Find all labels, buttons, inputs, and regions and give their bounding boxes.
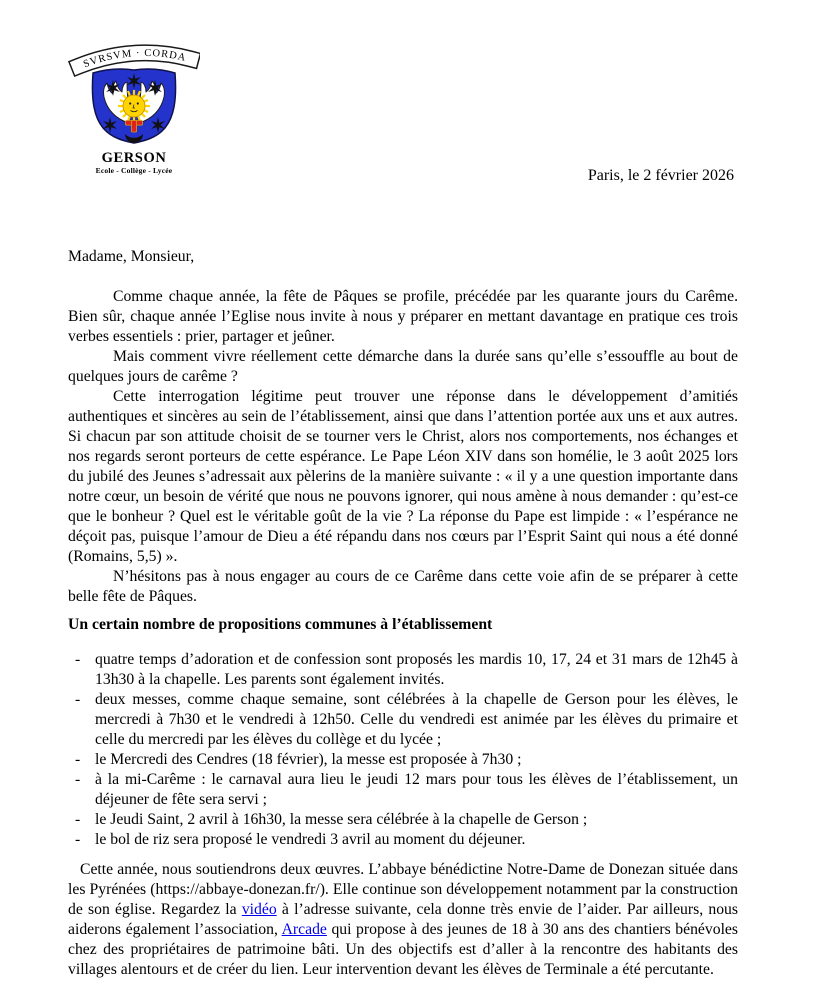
date-line: Paris, le 2 février 2026: [587, 167, 734, 184]
list-item-text: le bol de riz sera proposé le vendredi 3 avril au moment du déjeuner.: [95, 831, 526, 848]
video-link[interactable]: vidéo: [241, 901, 277, 918]
list-item-text: à la mi-Carême : le carnaval aura lieu le jeudi 12 mars pour tous les élèves de l’établissement, un déjeuner de fête sera servi ;: [95, 771, 738, 808]
paragraph-pope-quote: Cette interrogation légitime peut trouver une réponse dans le développement d’amitiés authentiques et sincères au sein de l’établissement, ainsi que dans l’attention portée aux uns et aux autres. Si chacun par son attitude choisit de se tourner vers le Christ, alors nos comportements, nos échanges et nos regards seront porteurs de cette espérance. Le Pape Léon XIV dans son homélie, le 3 août 2025 lors du jubilé des Jeunes s’adressait aux pèlerins de la manière suivante : « il y a une question importante dans notre cœur, un besoin de vérité que nous ne pouvons ignorer, qui nous amène à nous demander : qu’est-ce que le bonheur ? Quel est le véritable goût de la vie ? La réponse du Pape est limpide : « l’espérance ne déçoit pas, puisque l’amour de Dieu a été répandu dans nos cœurs par l’Esprit Saint qui nous a été donné (Romains, 5,5) ».: [68, 388, 738, 565]
closing-text-2: à l’adresse suivante, cela donne très envie de l’aider. Par ailleurs, nous aiderons également l’association,: [68, 901, 738, 938]
list-item-bol-de-riz: [68, 830, 738, 850]
bullet-dash: -: [75, 831, 81, 848]
propositions-list: [68, 650, 738, 850]
closing-text-3: qui propose à des jeunes de 18 à 30 ans des chantiers bénévoles chez des propriétaires de patrimoine bâti. Un des objectifs est d’aller à la rencontre des habitants des villages alentours et de créer du lien. Leur intervention devant les élèves de Terminale a été percutante.: [68, 921, 738, 978]
school-name: GERSON: [101, 150, 167, 166]
bullet-dash: -: [75, 751, 81, 768]
list-item-carnaval: [68, 770, 738, 810]
bullet-dash: -: [75, 651, 81, 668]
school-subtitle: Ecole - Collège - Lycée: [95, 166, 173, 175]
list-item-adoration: [68, 650, 738, 690]
paragraph-question: Mais comment vivre réellement cette démarche dans la durée sans qu’elle s’essouffle au bout de quelques jours de carême ?: [68, 348, 738, 385]
bullet-dash: -: [75, 771, 81, 788]
letter-header: [68, 0, 738, 247]
list-item-jeudi-saint: [68, 810, 738, 830]
paragraph-oeuvres: [68, 860, 738, 980]
list-item-text: quatre temps d’adoration et de confession sont proposés les mardis 10, 17, 24 et 31 mars de 12h45 à 13h30 à la chapelle. Les parents sont également invités.: [95, 651, 738, 688]
bullet-dash: -: [75, 691, 81, 708]
list-item-cendres: [68, 750, 738, 770]
closing-text-1: Cette année, nous soutiendrons deux œuvres. L’abbaye bénédictine Notre-Dame de Donezan située dans les Pyrénées (https://abbaye-donezan.fr/). Elle continue son développement notamment par la construction de son église. Regardez la: [68, 861, 738, 918]
list-item-text: le Jeudi Saint, 2 avril à 16h30, la messe sera célébrée à la chapelle de Gerson ;: [95, 811, 588, 828]
list-item-text: deux messes, comme chaque semaine, sont célébrées à la chapelle de Gerson pour les élèves, le mercredi à 7h30 et le vendredi à 12h50. Celle du vendredi est animée par les élèves du primaire et celle du mercredi par les élèves du collège et du lycée ;: [95, 691, 738, 748]
crest-motto: SVRSVM · CORDA: [81, 47, 188, 71]
school-crest-icon: [68, 22, 200, 148]
arcade-link[interactable]: Arcade: [281, 921, 327, 938]
school-logo-block: [68, 22, 200, 176]
paragraph-invitation: N’hésitons pas à nous engager au cours de ce Carême dans cette voie afin de se préparer à cette belle fête de Pâques.: [68, 568, 738, 605]
list-item-messes: [68, 690, 738, 750]
list-item-text: le Mercredi des Cendres (18 février), la messe est proposée à 7h30 ;: [95, 751, 522, 768]
salutation: Madame, Monsieur,: [68, 248, 195, 265]
bullet-dash: -: [75, 811, 81, 828]
paragraph-intro: Comme chaque année, la fête de Pâques se profile, précédée par les quarante jours du Carême. Bien sûr, chaque année l’Eglise nous invite à nous y préparer en mettant davantage en pratique ces trois verbes essentiels : prier, partager et jeûner.: [68, 288, 738, 345]
section-heading: Un certain nombre de propositions communes à l’établissement: [68, 616, 493, 633]
